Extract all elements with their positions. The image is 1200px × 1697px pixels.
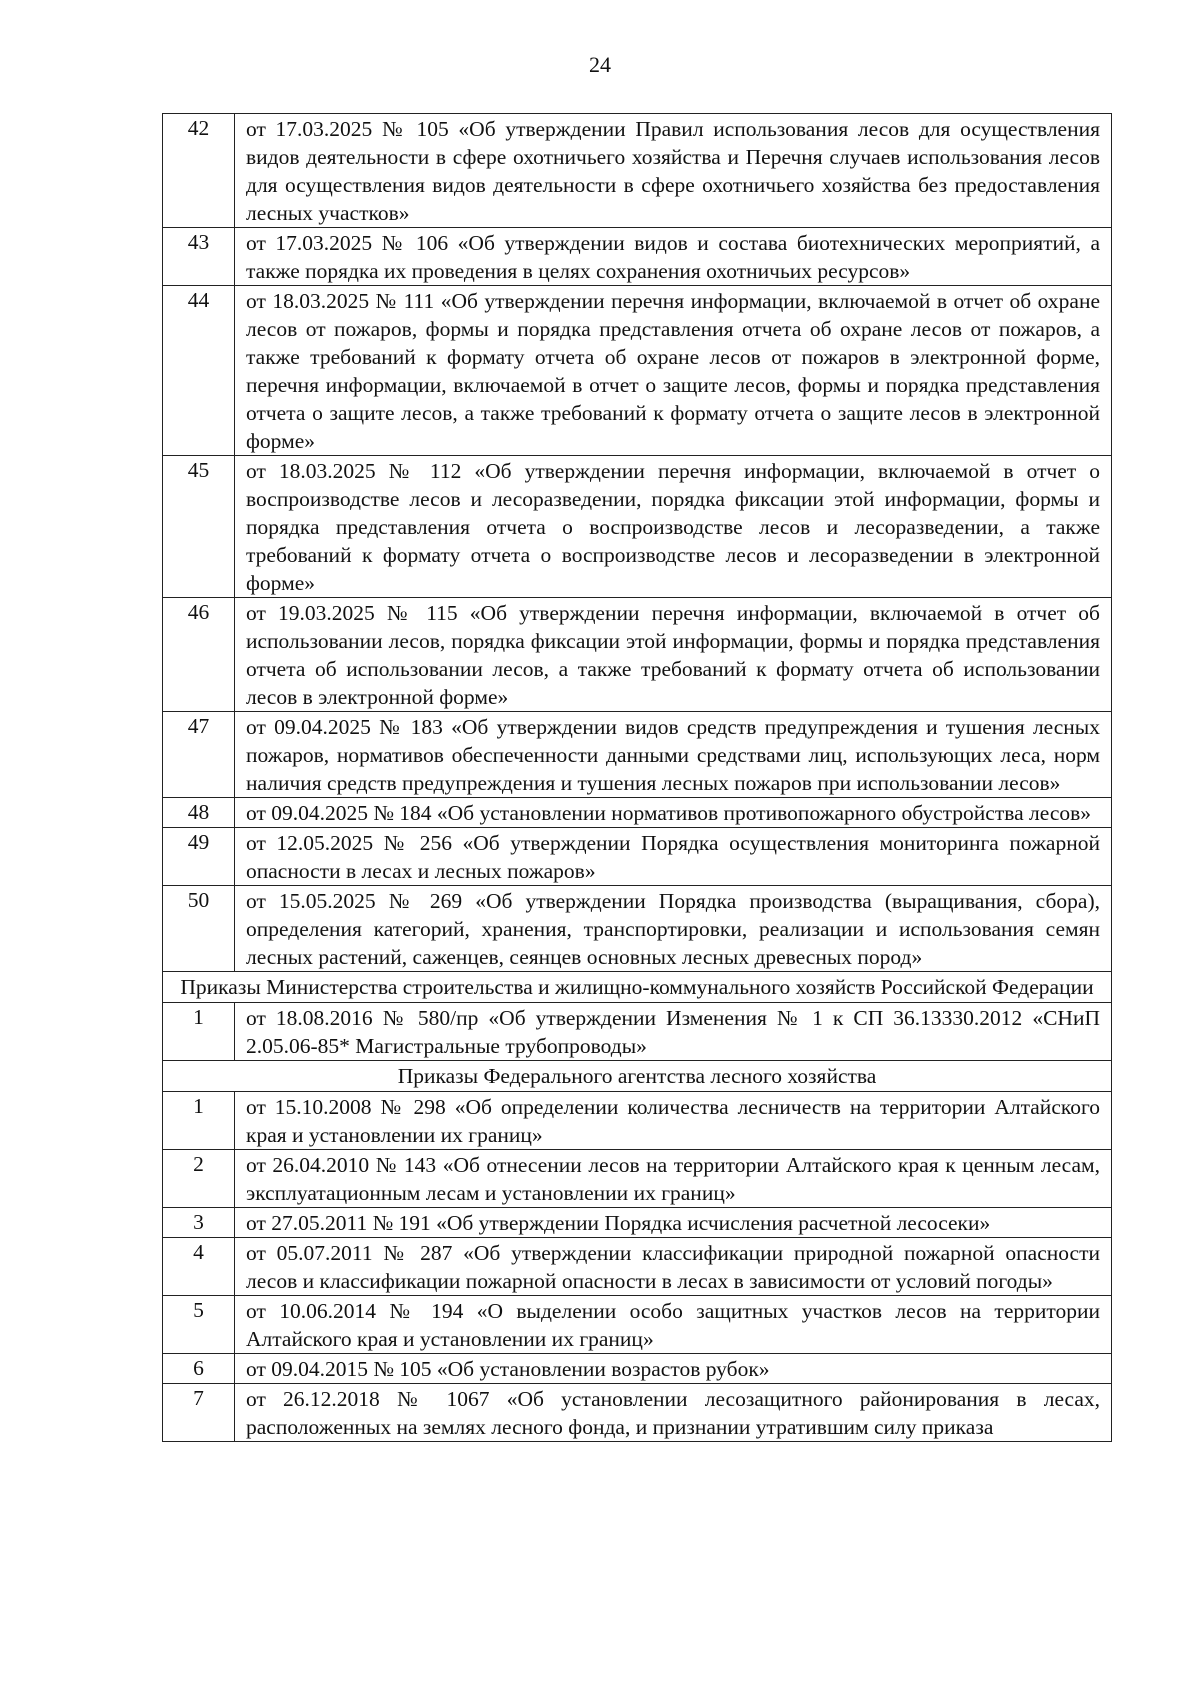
row-text: от 09.04.2025 № 183 «Об утверждении видов средств предупреждения и тушения лесных пожаров, нормативов обеспеченности данными средствами лиц, использующих леса, норм наличия средств предупреждения и тушения лесных пожаров при использовании лесов»	[235, 712, 1112, 798]
row-text: от 18.08.2016 № 580/пр «Об утверждении Изменения № 1 к СП 36.13330.2012 «СНиП 2.05.06-85* Магистральные трубопроводы»	[235, 1003, 1112, 1061]
section-header-row	[163, 1061, 1112, 1092]
row-number: 46	[163, 598, 235, 712]
row-text: от 10.06.2014 № 194 «О выделении особо защитных участков лесов на территории Алтайского края и установлении их границ»	[235, 1296, 1112, 1354]
regulations-table-body	[163, 114, 1112, 1442]
row-number: 49	[163, 828, 235, 886]
row-text: от 09.04.2025 № 184 «Об установлении нормативов противопожарного обустройства лесов»	[235, 798, 1112, 828]
table-row	[163, 1208, 1112, 1238]
table-row	[163, 114, 1112, 228]
row-number: 2	[163, 1150, 235, 1208]
row-text: от 05.07.2011 № 287 «Об утверждении классификации природной пожарной опасности лесов и классификации пожарной опасности в лесах в зависимости от условий погоды»	[235, 1238, 1112, 1296]
table-row	[163, 712, 1112, 798]
row-number: 1	[163, 1092, 235, 1150]
row-number: 45	[163, 456, 235, 598]
row-number: 44	[163, 286, 235, 456]
table-row	[163, 886, 1112, 972]
table-row	[163, 1092, 1112, 1150]
row-number: 47	[163, 712, 235, 798]
page-number: 24	[589, 52, 611, 77]
row-number: 5	[163, 1296, 235, 1354]
row-text: от 15.10.2008 № 298 «Об определении количества лесничеств на территории Алтайского края и установлении их границ»	[235, 1092, 1112, 1150]
table-row	[163, 456, 1112, 598]
row-text: от 18.03.2025 № 112 «Об утверждении перечня информации, включаемой в отчет о воспроизводстве лесов и лесоразведении, порядка фиксации этой информации, формы и порядка представления отчета о воспроизводстве лесов и лесоразведении, а также требований к формату отчета о воспроизводстве лесов и лесоразведении в электронной форме»	[235, 456, 1112, 598]
table-row	[163, 1003, 1112, 1061]
row-text: от 17.03.2025 № 106 «Об утверждении видов и состава биотехнических мероприятий, а также порядка их проведения в целях сохранения охотничьих ресурсов»	[235, 228, 1112, 286]
row-number: 50	[163, 886, 235, 972]
section-header: Приказы Федерального агентства лесного хозяйства	[163, 1061, 1112, 1092]
row-text: от 09.04.2015 № 105 «Об установлении возрастов рубок»	[235, 1354, 1112, 1384]
section-header: Приказы Министерства строительства и жилищно-коммунального хозяйств Российской Федерации	[163, 972, 1112, 1003]
row-text: от 19.03.2025 № 115 «Об утверждении перечня информации, включаемой в отчет об использовании лесов, порядка фиксации этой информации, формы и порядка представления отчета об использовании лесов, а также требований к формату отчета об использовании лесов в электронной форме»	[235, 598, 1112, 712]
table-row	[163, 1354, 1112, 1384]
regulations-table	[162, 113, 1112, 1442]
table-row	[163, 1238, 1112, 1296]
row-number: 6	[163, 1354, 235, 1384]
row-text: от 12.05.2025 № 256 «Об утверждении Порядка осуществления мониторинга пожарной опасности в лесах и лесных пожаров»	[235, 828, 1112, 886]
table-row	[163, 1384, 1112, 1442]
row-text: от 15.05.2025 № 269 «Об утверждении Порядка производства (выращивания, сбора), определения категорий, хранения, транспортировки, реализации и использования семян лесных растений, саженцев, сеянцев основных лесных древесных пород»	[235, 886, 1112, 972]
table-row	[163, 286, 1112, 456]
row-text: от 26.04.2010 № 143 «Об отнесении лесов на территории Алтайского края к ценным лесам, эксплуатационным лесам и установлении их границ»	[235, 1150, 1112, 1208]
table-row	[163, 1296, 1112, 1354]
row-number: 48	[163, 798, 235, 828]
table-row	[163, 228, 1112, 286]
table-row	[163, 1150, 1112, 1208]
row-number: 42	[163, 114, 235, 228]
table-row	[163, 828, 1112, 886]
section-header-row	[163, 972, 1112, 1003]
row-number: 7	[163, 1384, 235, 1442]
row-number: 4	[163, 1238, 235, 1296]
row-number: 1	[163, 1003, 235, 1061]
row-text: от 17.03.2025 № 105 «Об утверждении Правил использования лесов для осуществления видов деятельности в сфере охотничьего хозяйства и Перечня случаев использования лесов для осуществления видов деятельности в сфере охотничьего хозяйства без предоставления лесных участков»	[235, 114, 1112, 228]
row-text: от 26.12.2018 № 1067 «Об установлении лесозащитного районирования в лесах, расположенных на землях лесного фонда, и признании утратившим силу приказа	[235, 1384, 1112, 1442]
table-row	[163, 798, 1112, 828]
row-text: от 18.03.2025 № 111 «Об утверждении перечня информации, включаемой в отчет об охране лесов от пожаров, формы и порядка представления отчета об охране лесов от пожаров, а также требований к формату отчета об охране лесов от пожаров в электронной форме, перечня информации, включаемой в отчет о защите лесов, формы и порядка представления отчета о защите лесов, а также требований к формату отчета о защите лесов в электронной форме»	[235, 286, 1112, 456]
row-number: 43	[163, 228, 235, 286]
row-number: 3	[163, 1208, 235, 1238]
row-text: от 27.05.2011 № 191 «Об утверждении Порядка исчисления расчетной лесосеки»	[235, 1208, 1112, 1238]
table-row	[163, 598, 1112, 712]
